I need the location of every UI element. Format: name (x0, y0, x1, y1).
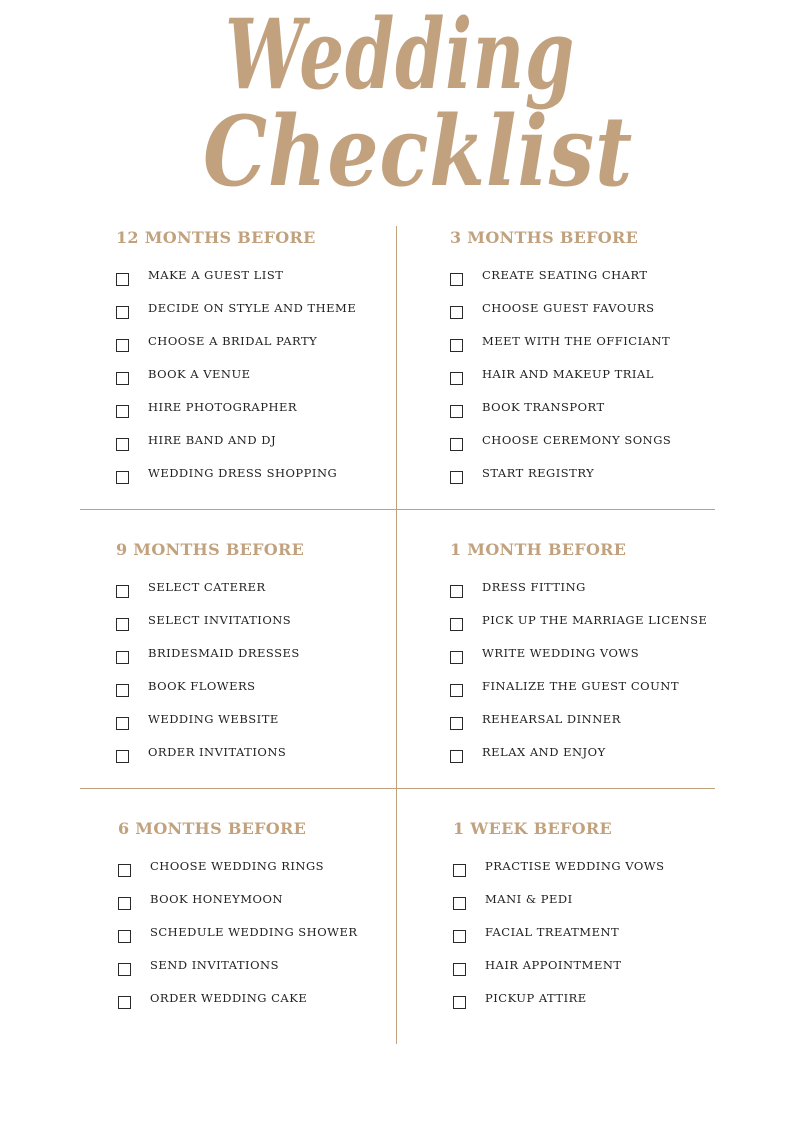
checkbox[interactable] (116, 306, 129, 319)
checkbox[interactable] (116, 717, 129, 730)
checklist-item (450, 326, 671, 359)
checkbox[interactable] (116, 471, 129, 484)
checklist-item-label: WRITE WEDDING VOWS (482, 645, 640, 660)
checklist-item-label: REHEARSAL DINNER (482, 711, 621, 726)
checklist (450, 572, 707, 770)
checkbox[interactable] (450, 750, 463, 763)
checklist-item (450, 671, 707, 704)
checklist-item (118, 983, 358, 1016)
checklist-item-label: FACIAL TREATMENT (485, 924, 620, 939)
checklist-item-label: SCHEDULE WEDDING SHOWER (150, 924, 358, 939)
checklist-item-label: BOOK FLOWERS (148, 678, 256, 693)
checkbox[interactable] (116, 372, 129, 385)
section-12-months (116, 228, 356, 491)
checklist-item (450, 260, 671, 293)
checkbox[interactable] (450, 306, 463, 319)
checkbox[interactable] (450, 618, 463, 631)
checkbox[interactable] (116, 585, 129, 598)
checkbox[interactable] (116, 684, 129, 697)
checklist-item (116, 638, 304, 671)
checklist-item (118, 884, 358, 917)
checkbox[interactable] (453, 897, 466, 910)
checklist-item (116, 458, 356, 491)
title-line-checklist: Checklist (203, 95, 633, 205)
checklist-item (450, 359, 671, 392)
checkbox[interactable] (116, 273, 129, 286)
checklist-item (116, 605, 304, 638)
checkbox[interactable] (118, 930, 131, 943)
checklist-item (116, 359, 356, 392)
checkbox[interactable] (450, 372, 463, 385)
section-title: 1 WEEK BEFORE (453, 819, 612, 838)
vertical-divider (396, 226, 397, 1044)
section-3-months (450, 228, 671, 491)
checklist-item-label: SEND INVITATIONS (150, 957, 279, 972)
checklist-item-label: DECIDE ON STYLE AND THEME (148, 300, 357, 315)
checklist-item-label: WEDDING WEBSITE (148, 711, 279, 726)
checklist-item (453, 917, 664, 950)
checklist-item-label: HIRE PHOTOGRAPHER (148, 399, 298, 414)
checklist-item (450, 392, 671, 425)
checkbox[interactable] (118, 996, 131, 1009)
section-1-month (450, 540, 707, 770)
checklist-item (450, 572, 707, 605)
checklist-item-label: CHOOSE A BRIDAL PARTY (148, 333, 318, 348)
checkbox[interactable] (453, 930, 466, 943)
checklist-item (118, 917, 358, 950)
checkbox[interactable] (116, 405, 129, 418)
checklist-item (453, 983, 664, 1016)
checklist-item (450, 293, 671, 326)
title-line-wedding: Wedding (225, 0, 575, 111)
horizontal-divider-top (80, 509, 715, 510)
checklist (116, 260, 356, 491)
checklist-item-label: CHOOSE CEREMONY SONGS (482, 432, 672, 447)
section-title: 3 MONTHS BEFORE (450, 228, 639, 247)
checklist-item (453, 851, 664, 884)
checklist-item (116, 572, 304, 605)
checklist-item-label: CHOOSE WEDDING RINGS (150, 858, 325, 873)
checkbox[interactable] (116, 339, 129, 352)
checklist-item (116, 704, 304, 737)
checklist-item (453, 884, 664, 917)
section-6-months (118, 819, 358, 1016)
checklist-item-label: MEET WITH THE OFFICIANT (482, 333, 671, 348)
checkbox[interactable] (453, 864, 466, 877)
checklist-item (116, 737, 304, 770)
checklist-item (116, 293, 356, 326)
checkbox[interactable] (450, 438, 463, 451)
checklist-item-label: PICK UP THE MARRIAGE LICENSE (482, 612, 708, 627)
checkbox[interactable] (453, 963, 466, 976)
checklist-item-label: MAKE A GUEST LIST (148, 267, 284, 282)
checklist-item-label: SELECT CATERER (148, 579, 266, 594)
checkbox[interactable] (450, 717, 463, 730)
checklist-item-label: BOOK TRANSPORT (482, 399, 605, 414)
checklist-item-label: WEDDING DRESS SHOPPING (148, 465, 338, 480)
checkbox[interactable] (450, 471, 463, 484)
checkbox[interactable] (116, 750, 129, 763)
checklist-item (116, 392, 356, 425)
checklist-item-label: HAIR AND MAKEUP TRIAL (482, 366, 654, 381)
checklist-item-label: HIRE BAND AND DJ (148, 432, 277, 447)
checkbox[interactable] (116, 651, 129, 664)
checkbox[interactable] (116, 618, 129, 631)
checkbox[interactable] (450, 651, 463, 664)
checklist-item (450, 605, 707, 638)
checklist-item-label: PICKUP ATTIRE (485, 990, 587, 1005)
checklist-item-label: BOOK HONEYMOON (150, 891, 283, 906)
checklist-item-label: RELAX AND ENJOY (482, 744, 606, 759)
checklist-item-label: HAIR APPOINTMENT (485, 957, 622, 972)
checklist (118, 851, 358, 1016)
checklist (116, 572, 304, 770)
checkbox[interactable] (118, 897, 131, 910)
page-title (0, 0, 794, 205)
checklist-item-label: ORDER INVITATIONS (148, 744, 287, 759)
checkbox[interactable] (450, 339, 463, 352)
checklist-item-label: DRESS FITTING (482, 579, 586, 594)
horizontal-divider-bottom (80, 788, 715, 789)
checkbox[interactable] (453, 996, 466, 1009)
checkbox[interactable] (450, 405, 463, 418)
checklist-item (450, 704, 707, 737)
checklist-item (450, 458, 671, 491)
checklist (453, 851, 664, 1016)
checklist-item (450, 425, 671, 458)
checkbox[interactable] (450, 273, 463, 286)
checklist-item-label: PRACTISE WEDDING VOWS (485, 858, 665, 873)
checklist-item-label: SELECT INVITATIONS (148, 612, 292, 627)
checklist-item (453, 950, 664, 983)
checklist-item-label: BRIDESMAID DRESSES (148, 645, 300, 660)
checklist-item (450, 638, 707, 671)
checkbox[interactable] (118, 864, 131, 877)
checklist (450, 260, 671, 491)
checkbox[interactable] (450, 585, 463, 598)
checklist-item-label: BOOK A VENUE (148, 366, 251, 381)
checklist-item (450, 737, 707, 770)
section-9-months (116, 540, 304, 770)
checkbox[interactable] (116, 438, 129, 451)
checklist-item (116, 326, 356, 359)
section-title: 6 MONTHS BEFORE (118, 819, 307, 838)
checklist-item (116, 260, 356, 293)
checklist-item-label: MANI & PEDI (485, 891, 573, 906)
checklist-item (116, 425, 356, 458)
checklist-item-label: START REGISTRY (482, 465, 595, 480)
title-script (0, 0, 794, 205)
checklist-item (118, 851, 358, 884)
checkbox[interactable] (450, 684, 463, 697)
section-1-week (453, 819, 664, 1016)
checklist-item-label: CHOOSE GUEST FAVOURS (482, 300, 655, 315)
checklist-item-label: CREATE SEATING CHART (482, 267, 648, 282)
checklist-item-label: FINALIZE THE GUEST COUNT (482, 678, 679, 693)
checkbox[interactable] (118, 963, 131, 976)
section-title: 12 MONTHS BEFORE (116, 228, 316, 247)
checklist-item (118, 950, 358, 983)
section-title: 9 MONTHS BEFORE (116, 540, 305, 559)
section-title: 1 MONTH BEFORE (450, 540, 627, 559)
checklist-item-label: ORDER WEDDING CAKE (150, 990, 308, 1005)
checklist-item (116, 671, 304, 704)
